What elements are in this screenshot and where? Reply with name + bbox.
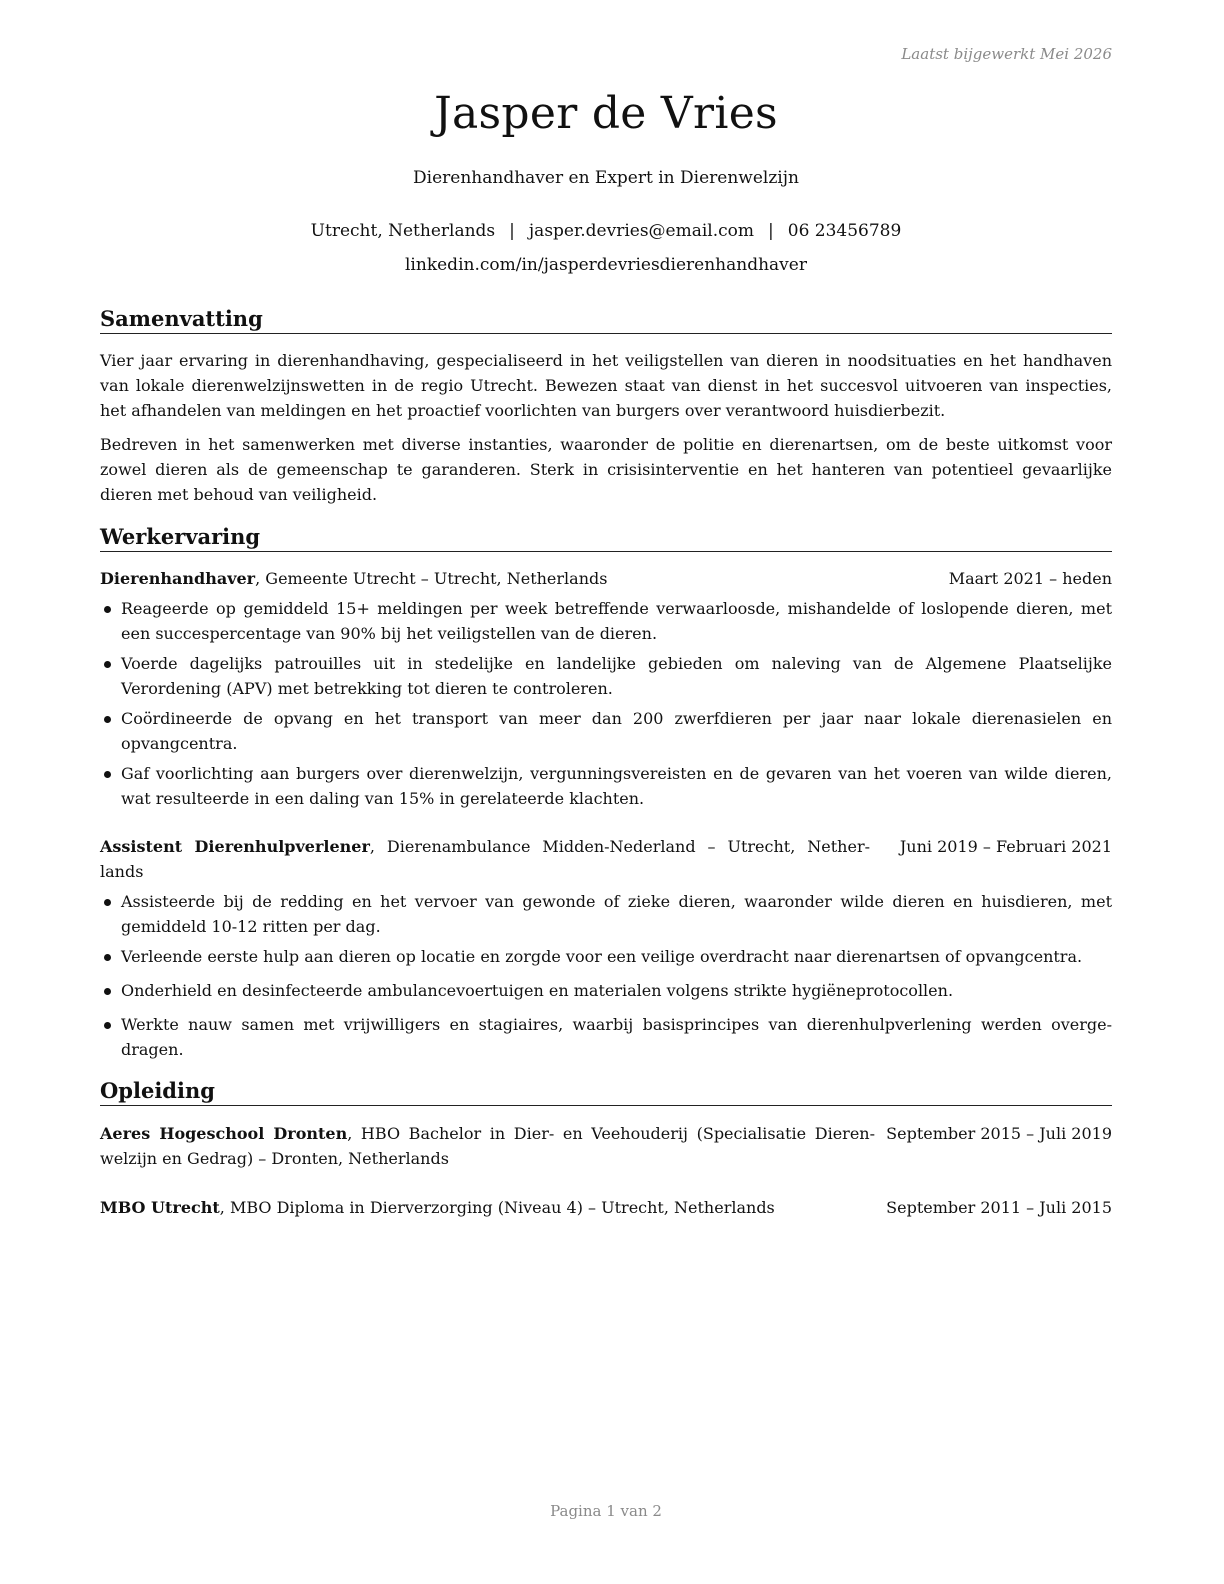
job-org: , Gemeente Utrecht – Utrecht, Netherlands (255, 569, 608, 588)
bullet-icon (104, 771, 111, 778)
job-bullets (100, 889, 1112, 1067)
degree: , HBO Bachelor in Dier- en Veehouderij (Specialisatie Dieren- welzijn en Gedrag) – Dronten, Netherlands (100, 1124, 876, 1168)
section-title-education: Opleiding (100, 1078, 1112, 1106)
headline: Dierenhandhaver en Expert in Dierenwelzijn (413, 168, 799, 188)
job-bullets (100, 596, 1112, 816)
bullet-icon (104, 1022, 111, 1029)
phone: 06 23456789 (787, 221, 902, 241)
page-number: Pagina 1 van 2 (550, 1502, 662, 1520)
list-item: Reageerde op gemiddeld 15+ meldingen per week betreffende verwaarloosde, mishandelde of loslopende dieren, met een succespercentage van 90% bij het veiligstellen van de dieren. (100, 596, 1112, 646)
email-link[interactable]: jasper.devries@email.com (528, 221, 755, 241)
school-name: Aeres Hogeschool Dronten (100, 1124, 348, 1143)
resume-page (100, 0, 1112, 1584)
last-updated: Laatst bijgewerkt Mei 2026 (901, 45, 1112, 63)
job-header (100, 566, 1112, 591)
list-item: Werkte nauw samen met vrijwilligers en stagiaires, waarbij basisprincipes van dierenhulpverlening werden overge- dragen. (100, 1012, 1112, 1062)
candidate-name: Jasper de Vries (434, 88, 778, 139)
bullet-icon (104, 606, 111, 613)
summary-paragraph-2: Bedreven in het samenwerken met diverse instanties, waaronder de politie en dierenartsen, om de beste uitkomst voor zowel dieren als de gemeenschap te garanderen. Sterk in crisisinterventie en het hanteren van potentieel gevaarlijke dieren met behoud van veiligheid. (100, 435, 1112, 504)
location: Utrecht, Netherlands (310, 221, 496, 241)
bullet-icon (104, 716, 111, 723)
bullet-icon (104, 954, 111, 961)
job-dates: Maart 2021 – heden (948, 569, 1112, 588)
list-item: Gaf voorlichting aan burgers over dierenwelzijn, vergunningsvereisten en de gevaren van het voeren van wilde dieren, wat resulteerde in een daling van 15% in gerelateerde klachten. (100, 761, 1112, 811)
job-title: Dierenhandhaver (100, 569, 256, 588)
summary-paragraph-1: Vier jaar ervaring in dierenhandhaving, gespecialiseerd in het veiligstellen van dieren in noodsituaties en het handhaven van lokale dierenwelzijnswetten in de regio Utrecht. Bewezen staat van dienst in het succesvol uitvoeren van inspecties, het afhandelen van meldingen en het proactief voorlichten van burgers over verantwoord huisdierbezit. (100, 351, 1112, 420)
contact-line (100, 221, 1112, 241)
school-name: MBO Utrecht (100, 1198, 220, 1217)
education-dates: September 2015 – Juli 2019 (886, 1124, 1112, 1143)
list-item: Verleende eerste hulp aan dieren op locatie en zorgde voor een veilige overdracht naar dierenartsen of opvangcentra. (100, 944, 1112, 969)
bullet-icon (104, 899, 111, 906)
linkedin-link[interactable]: linkedin.com/in/jasperdevriesdierenhandhaver (405, 255, 807, 275)
section-title-experience: Werkervaring (100, 524, 1112, 552)
bullet-icon (104, 661, 111, 668)
job-dates: Juni 2019 – Februari 2021 (899, 837, 1112, 856)
bullet-icon (104, 988, 111, 995)
job-title: Assistent Dierenhulpverlener (100, 837, 370, 856)
list-item: Voerde dagelijks patrouilles uit in stedelijke en landelijke gebieden om naleving van de Algemene Plaatselijke Verordening (APV) met betrekking tot dieren te controleren. (100, 651, 1112, 701)
section-title-summary: Samenvatting (100, 306, 1112, 334)
list-item: Assisteerde bij de redding en het vervoer van gewonde of zieke dieren, waaronder wilde dieren en huisdieren, met gemiddeld 10-12 ritten per dag. (100, 889, 1112, 939)
separator: | (509, 221, 515, 241)
degree: , MBO Diploma in Dierverzorging (Niveau 4) – Utrecht, Netherlands (219, 1198, 775, 1217)
job-org: , Dierenambulance Midden-Nederland – Utrecht, Nether- lands (100, 837, 870, 881)
list-item: Onderhield en desinfecteerde ambulancevoertuigen en materialen volgens strikte hygiëneprotocollen. (100, 978, 1112, 1003)
education-dates: September 2011 – Juli 2015 (886, 1198, 1112, 1217)
separator: | (768, 221, 774, 241)
list-item: Coördineerde de opvang en het transport van meer dan 200 zwerfdieren per jaar naar lokale dierenasielen en opvangcentra. (100, 706, 1112, 756)
